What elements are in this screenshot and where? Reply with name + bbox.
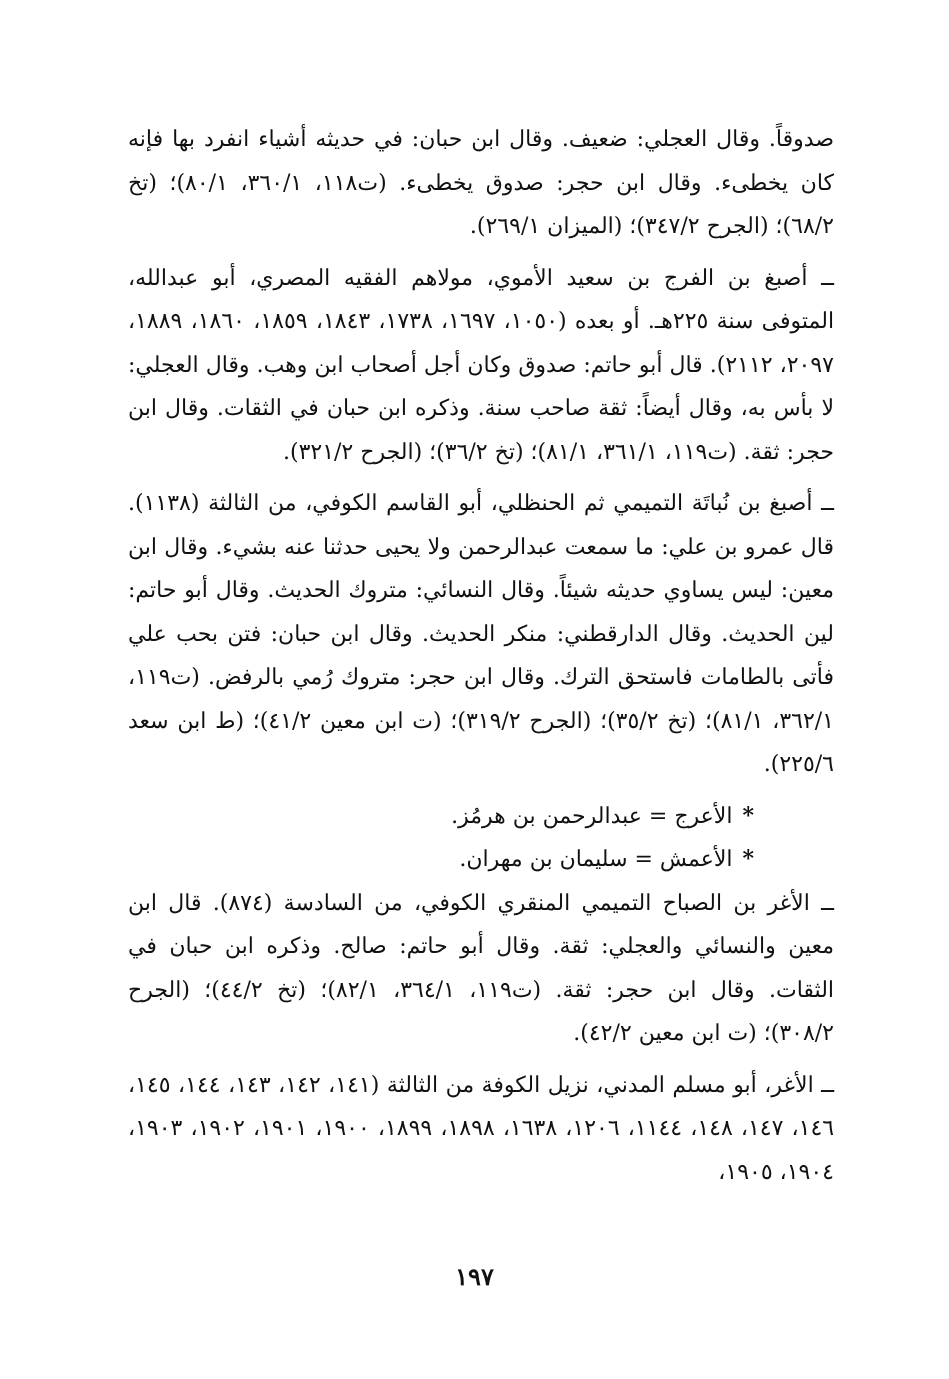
cross-reference-alaraj bbox=[128, 795, 834, 839]
biography-entry-asbagh-ibn-nubata: ــ أصبغ بن نُباتَة التميمي ثم الحنظلي، أبو القاسم الكوفي، من الثالثة (١١٣٨). قال عمرو بن علي: ما سمعت عبدالرحمن ولا يحيى حدثنا عنه بشيء. وقال ابن معين: ليس يساوي حديثه شيئاً. وقال النسائي: متروك الحديث. وقال أبو حاتم: لين الحديث. وقال الدارقطني: منكر الحديث. وقال ابن حبان: فتن بحب علي فأتى بالطامات فاستحق الترك. وقال ابن حجر: متروك رُمي بالرفض. (ت١١٩، ٣٦٢/١، ٨١/١)؛ (تخ ٣٥/٢)؛ (الجرح ٣١٩/٢)؛ (ت ابن معين ٤١/٢)؛ (ط ابن سعد ٢٢٥/٦). bbox=[128, 491, 834, 777]
asterisk-icon: * bbox=[742, 802, 754, 829]
cross-reference-text: الأعرج = عبدالرحمن بن هرمُز. bbox=[451, 803, 733, 829]
cross-reference-text: الأعمش = سليمان بن مهران. bbox=[459, 847, 733, 872]
biography-entry-alagharr-abu-muslim: ــ الأغر، أبو مسلم المدني، نزيل الكوفة من الثالثة (١٤١، ١٤٢، ١٤٣، ١٤٤، ١٤٥، ١٤٦، ١٤٧، ١٤٨، ١١٤٤، ١٢٠٦، ١٦٣٨، ١٨٩٨، ١٨٩٩، ١٩٠٠، ١٩٠١، ١٩٠٢، ١٩٠٣، ١٩٠٤، ١٩٠٥، bbox=[128, 1072, 835, 1185]
cross-reference-alamash bbox=[128, 838, 834, 882]
asterisk-icon: * bbox=[742, 846, 754, 872]
biography-entry-alagharr-ibn-al-sabbah: ــ الأغر بن الصباح التميمي المنقري الكوفي، من السادسة (٨٧٤). قال ابن معين والنسائي والعجلي: ثقة. وقال أبو حاتم: صالح. وذكره ابن حبان في الثقات. وقال ابن حجر: ثقة. (ت١١٩، ٣٦٤/١، ٨٢/١)؛ (تخ ٤٤/٢)؛ (الجرح ٣٠٨/٢)؛ (ت ابن معين ٤٢/٢). bbox=[128, 890, 835, 1046]
page-body bbox=[128, 118, 834, 1194]
page-number: ١٩٧ bbox=[455, 1262, 494, 1291]
biography-entry-asbagh-ibn-al-faraj: ــ أصبغ بن الفرج بن سعيد الأموي، مولاهم الفقيه المصري، أبو عبدالله، المتوفى سنة ٢٢٥هـ. أو بعده (١٠٥٠، ١٦٩٧، ١٧٣٨، ١٨٤٣، ١٨٥٩، ١٨٦٠، ١٨٨٩، ٢٠٩٧، ٢١١٢). قال أبو حاتم: صدوق وكان أجل أصحاب ابن وهب. وقال العجلي: لا بأس به، وقال أيضاً: ثقة صاحب سنة. وذكره ابن حبان في الثقات. وقال ابن حجر: ثقة. (ت١١٩، ٣٦١/١، ٨١/١)؛ (تخ ٣٦/٢)؛ (الجرح ٣٢١/٢). bbox=[128, 265, 835, 465]
paragraph-continuation: صدوقاً. وقال العجلي: ضعيف. وقال ابن حبان: في حديثه أشياء انفرد بها فإنه كان يخطىء. وقال ابن حجر: صدوق يخطىء. (ت١١٨، ٣٦٠/١، ٨٠/١)؛ (تخ ٦٨/٢)؛ (الجرح ٣٤٧/٢)؛ (الميزان ٢٦٩/١). bbox=[128, 127, 834, 239]
